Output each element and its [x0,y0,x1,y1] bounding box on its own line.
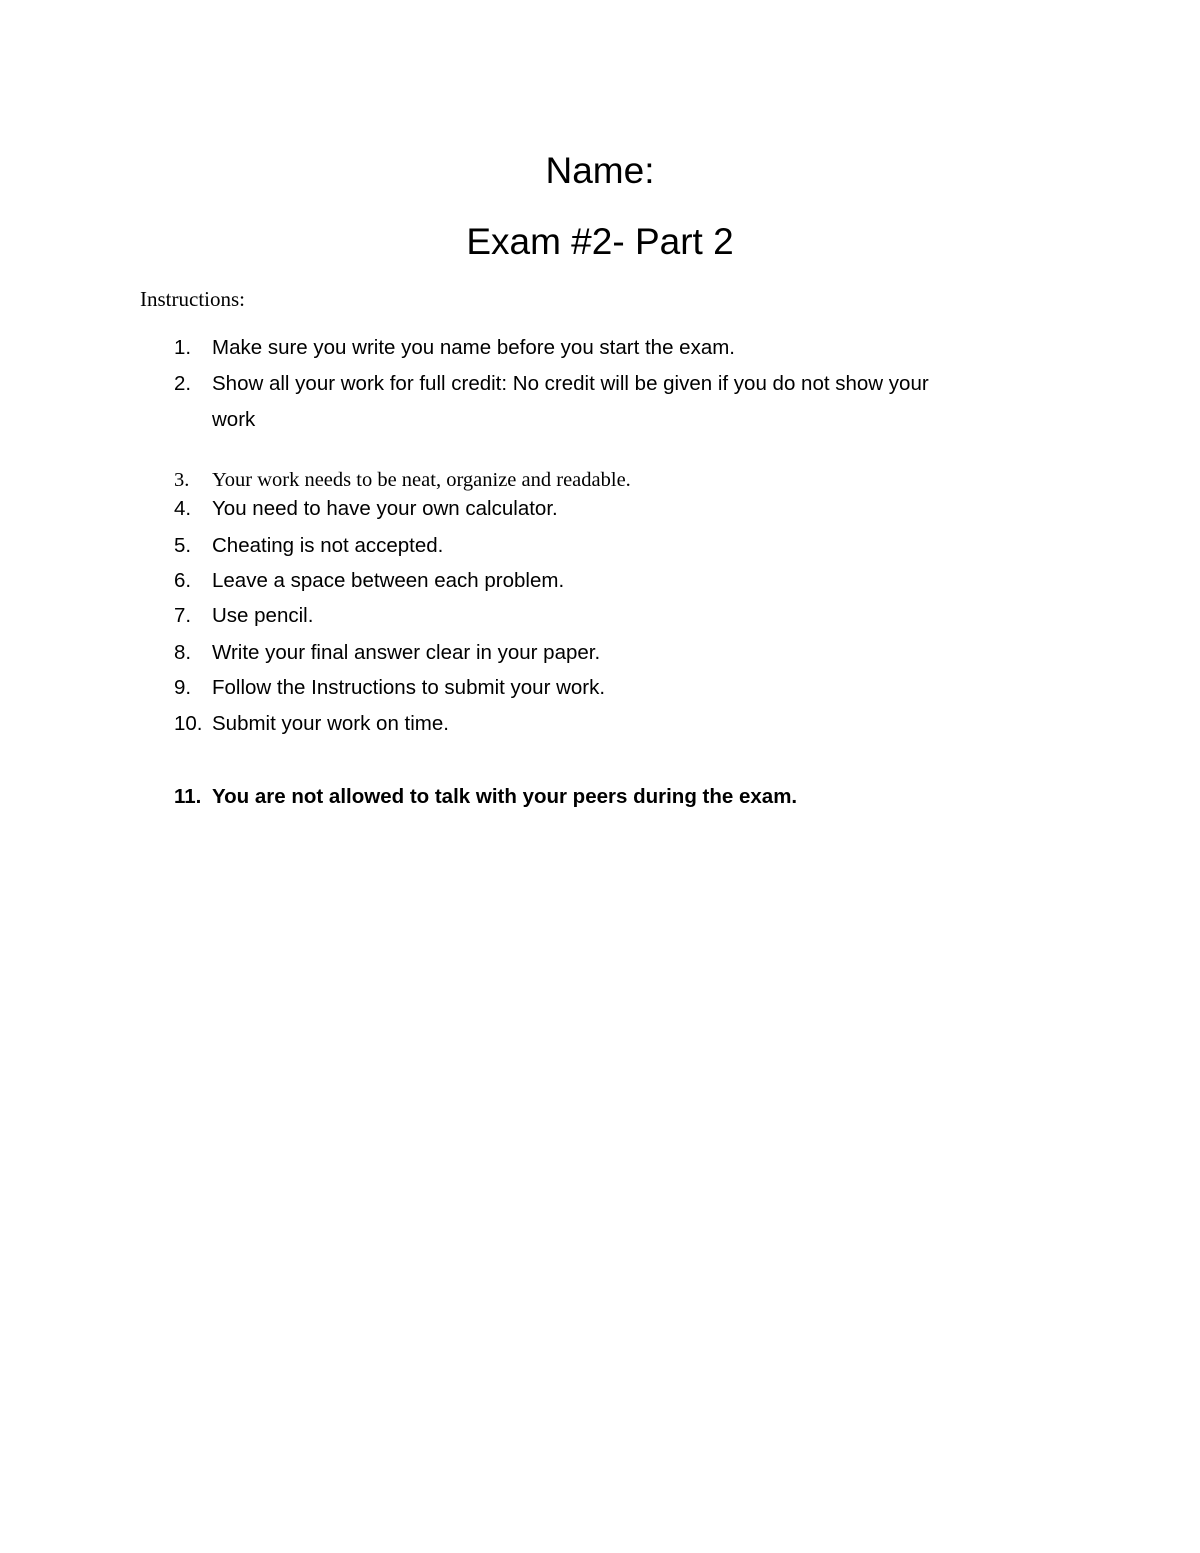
list-item-text: Make sure you write you name before you start the exam. [212,336,736,359]
list-item-text: You need to have your own calculator. [212,497,558,520]
list-item-text: Use pencil. [212,604,314,627]
list-item-number: 2. [174,372,192,395]
list-item-text-continuation: work [212,408,256,431]
instructions-heading: Instructions: [140,287,245,311]
list-item-number: 8. [174,641,192,664]
list-item-number: 5. [174,534,192,557]
list-item-number: 7. [174,604,192,627]
list-item-number: 3. [174,469,190,491]
list-item-text: You are not allowed to talk with your peers during the exam. [212,785,798,808]
list-item-number: 6. [174,569,192,592]
list-item-number: 10. [174,712,203,735]
list-item-number: 4. [174,497,192,520]
list-item-number: 11. [174,785,202,808]
list-item-number: 9. [174,676,192,699]
list-item-text: Write your final answer clear in your paper. [212,641,601,664]
list-item-text: Show all your work for full credit: No credit will be given if you do not show your [212,372,929,395]
list-item-text: Leave a space between each problem. [212,569,565,592]
exam-title: Exam #2- Part 2 [466,221,734,262]
name-label: Name: [545,150,655,191]
list-item-text: Cheating is not accepted. [212,534,444,557]
list-item-number: 1. [174,336,192,359]
list-item-text: Submit your work on time. [212,712,449,735]
list-item-text: Follow the Instructions to submit your work. [212,676,606,699]
list-item-text: Your work needs to be neat, organize and readable. [212,469,631,491]
